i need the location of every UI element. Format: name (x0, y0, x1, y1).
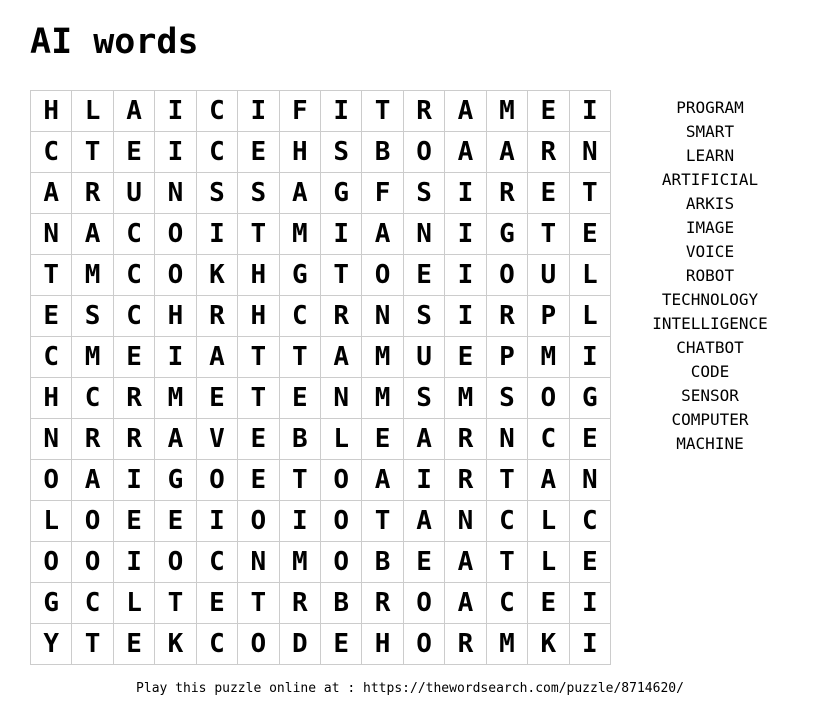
grid-cell[interactable]: L (72, 91, 113, 132)
word-list-item: CHATBOT (676, 338, 744, 357)
grid-cell[interactable]: D (280, 624, 321, 665)
grid-cell[interactable]: A (72, 460, 113, 501)
grid-cell[interactable]: E (321, 624, 362, 665)
grid-cell[interactable]: P (528, 296, 569, 337)
grid-cell[interactable]: T (528, 214, 569, 255)
grid-cell[interactable]: S (197, 173, 238, 214)
grid-cell[interactable]: C (197, 91, 238, 132)
grid-cell[interactable]: R (197, 296, 238, 337)
grid-cell[interactable]: E (570, 419, 611, 460)
grid-cell[interactable]: T (155, 583, 196, 624)
grid-cell[interactable]: A (445, 583, 486, 624)
grid-cell[interactable]: C (197, 542, 238, 583)
grid-cell[interactable]: I (238, 91, 279, 132)
word-list-item: SENSOR (681, 386, 739, 405)
grid-cell[interactable]: N (570, 132, 611, 173)
grid-cell[interactable]: I (197, 214, 238, 255)
grid-cell[interactable]: E (528, 173, 569, 214)
grid-cell[interactable]: R (528, 132, 569, 173)
grid-cell[interactable]: B (362, 542, 403, 583)
grid-cell[interactable]: O (404, 132, 445, 173)
grid-cell[interactable]: N (31, 419, 72, 460)
grid-cell[interactable]: G (31, 583, 72, 624)
grid-cell[interactable]: H (155, 296, 196, 337)
word-list-item: COMPUTER (671, 410, 749, 429)
grid-cell[interactable]: I (570, 337, 611, 378)
page-title: AI words (30, 22, 199, 62)
grid-cell[interactable]: S (487, 378, 528, 419)
grid-cell[interactable]: G (155, 460, 196, 501)
grid-cell[interactable]: R (487, 173, 528, 214)
grid-cell[interactable]: E (528, 583, 569, 624)
grid-cell[interactable]: I (155, 132, 196, 173)
grid-cell[interactable]: O (404, 583, 445, 624)
grid-cell[interactable]: O (72, 501, 113, 542)
grid-cell[interactable]: C (72, 378, 113, 419)
grid-cell[interactable]: I (321, 91, 362, 132)
grid-cell[interactable]: R (280, 583, 321, 624)
grid-cell[interactable]: M (280, 542, 321, 583)
grid-cell[interactable]: A (404, 419, 445, 460)
grid-cell[interactable]: O (362, 255, 403, 296)
word-list-item: MACHINE (676, 434, 744, 453)
grid-cell[interactable]: P (487, 337, 528, 378)
word-list-item: ARTIFICIAL (661, 170, 759, 189)
grid-cell[interactable]: M (487, 91, 528, 132)
grid-cell[interactable]: O (72, 542, 113, 583)
grid-cell[interactable]: C (114, 296, 155, 337)
grid-cell[interactable]: T (238, 337, 279, 378)
grid-cell[interactable]: M (72, 337, 113, 378)
puzzle-grid (30, 90, 611, 665)
grid-cell[interactable]: E (31, 296, 72, 337)
grid-cell[interactable]: C (280, 296, 321, 337)
grid-cell[interactable]: O (31, 542, 72, 583)
grid-cell[interactable]: E (570, 542, 611, 583)
grid-cell[interactable]: U (404, 337, 445, 378)
word-list-item: SMART (685, 122, 735, 141)
grid-cell[interactable]: S (404, 173, 445, 214)
grid-cell[interactable]: C (528, 419, 569, 460)
grid-cell[interactable]: I (570, 583, 611, 624)
grid-cell[interactable]: K (528, 624, 569, 665)
grid-cell[interactable]: E (197, 378, 238, 419)
grid-cell[interactable]: C (72, 583, 113, 624)
grid-cell[interactable]: M (528, 337, 569, 378)
grid-cell[interactable]: E (238, 460, 279, 501)
grid-cell[interactable]: I (114, 460, 155, 501)
grid-cell[interactable]: N (445, 501, 486, 542)
footer (0, 681, 820, 696)
grid-cell[interactable]: H (362, 624, 403, 665)
grid-cell[interactable]: O (155, 542, 196, 583)
grid-cell[interactable]: E (404, 255, 445, 296)
grid-cell[interactable]: I (445, 214, 486, 255)
grid-cell[interactable]: T (72, 624, 113, 665)
grid-cell[interactable]: H (280, 132, 321, 173)
grid-cell[interactable]: O (487, 255, 528, 296)
grid-cell[interactable]: C (197, 132, 238, 173)
grid-cell[interactable]: A (321, 337, 362, 378)
grid-cell[interactable]: Y (31, 624, 72, 665)
grid-cell[interactable]: R (72, 173, 113, 214)
grid-cell[interactable]: O (528, 378, 569, 419)
grid-cell[interactable]: E (570, 214, 611, 255)
grid-cell[interactable]: A (114, 91, 155, 132)
grid-cell[interactable]: S (321, 132, 362, 173)
grid-cell[interactable]: F (280, 91, 321, 132)
grid-cell[interactable]: L (31, 501, 72, 542)
grid-cell[interactable]: R (362, 583, 403, 624)
grid-cell[interactable]: I (570, 624, 611, 665)
grid-cell[interactable]: M (362, 378, 403, 419)
grid-cell[interactable]: I (155, 337, 196, 378)
grid-cell[interactable]: A (445, 542, 486, 583)
grid-cell[interactable]: R (445, 624, 486, 665)
grid-cell[interactable]: I (155, 91, 196, 132)
grid-cell[interactable]: E (114, 501, 155, 542)
grid-cell[interactable]: G (280, 255, 321, 296)
grid-cell[interactable]: N (570, 460, 611, 501)
grid-cell[interactable]: A (404, 501, 445, 542)
grid-cell[interactable]: O (155, 214, 196, 255)
grid-cell[interactable]: M (487, 624, 528, 665)
grid-cell[interactable]: C (114, 214, 155, 255)
grid-cell[interactable]: N (155, 173, 196, 214)
word-list-item: LEARN (685, 146, 735, 165)
grid-cell[interactable]: C (114, 255, 155, 296)
grid-cell[interactable]: A (445, 132, 486, 173)
word-list-item: TECHNOLOGY (661, 290, 759, 309)
grid-cell[interactable]: R (487, 296, 528, 337)
grid-cell[interactable]: C (487, 501, 528, 542)
grid-cell[interactable]: T (238, 583, 279, 624)
grid-cell[interactable]: C (31, 132, 72, 173)
word-list-item: ROBOT (685, 266, 735, 285)
grid-cell[interactable]: R (404, 91, 445, 132)
grid-cell[interactable]: E (445, 337, 486, 378)
word-list-item: CODE (690, 362, 730, 381)
word-list-item: IMAGE (685, 218, 735, 237)
grid-cell[interactable]: E (238, 132, 279, 173)
grid-cell[interactable]: M (72, 255, 113, 296)
grid-cell[interactable]: L (528, 501, 569, 542)
grid-cell[interactable]: V (197, 419, 238, 460)
grid-cell[interactable]: S (238, 173, 279, 214)
footer-text: Play this puzzle online at : (136, 681, 364, 696)
grid-cell[interactable]: O (31, 460, 72, 501)
grid-cell[interactable]: I (445, 255, 486, 296)
grid-cell[interactable]: E (114, 132, 155, 173)
grid-cell[interactable]: L (528, 542, 569, 583)
grid-cell[interactable]: A (362, 460, 403, 501)
grid-cell[interactable]: R (321, 296, 362, 337)
grid-cell[interactable]: N (321, 378, 362, 419)
grid-cell[interactable]: N (362, 296, 403, 337)
grid-cell[interactable]: L (321, 419, 362, 460)
grid-cell[interactable]: C (31, 337, 72, 378)
grid-cell[interactable]: M (445, 378, 486, 419)
grid-cell[interactable]: T (280, 337, 321, 378)
grid-cell[interactable]: O (404, 624, 445, 665)
grid-cell[interactable]: T (238, 378, 279, 419)
grid-cell[interactable]: T (570, 173, 611, 214)
grid-cell[interactable]: E (155, 501, 196, 542)
grid-cell[interactable]: G (487, 214, 528, 255)
word-list-item: ARKIS (685, 194, 735, 213)
grid-cell[interactable]: G (321, 173, 362, 214)
grid-cell[interactable]: R (445, 419, 486, 460)
grid-cell[interactable]: I (445, 296, 486, 337)
grid-cell[interactable]: A (197, 337, 238, 378)
footer-puzzle-url[interactable]: https://thewordsearch.com/puzzle/8714620/ (363, 681, 684, 696)
grid-cell[interactable]: T (487, 542, 528, 583)
grid-cell[interactable]: N (238, 542, 279, 583)
grid-cell[interactable]: A (528, 460, 569, 501)
grid-cell[interactable]: N (31, 214, 72, 255)
grid-cell[interactable]: C (197, 624, 238, 665)
grid-cell[interactable]: H (238, 255, 279, 296)
grid-cell[interactable]: K (197, 255, 238, 296)
grid-cell[interactable]: R (114, 419, 155, 460)
grid-cell[interactable]: B (362, 132, 403, 173)
grid-cell[interactable]: A (445, 91, 486, 132)
grid-cell[interactable]: L (570, 255, 611, 296)
grid-cell[interactable]: O (197, 460, 238, 501)
grid-cell[interactable]: T (487, 460, 528, 501)
grid-cell[interactable]: E (238, 419, 279, 460)
grid-cell[interactable]: F (362, 173, 403, 214)
grid-cell[interactable]: E (280, 378, 321, 419)
word-list-item: VOICE (685, 242, 735, 261)
grid-cell[interactable]: S (404, 296, 445, 337)
grid-cell[interactable]: E (404, 542, 445, 583)
grid-cell[interactable]: B (321, 583, 362, 624)
grid-cell[interactable]: T (321, 255, 362, 296)
grid-cell[interactable]: O (321, 460, 362, 501)
grid-cell[interactable]: E (528, 91, 569, 132)
grid-cell[interactable]: I (570, 91, 611, 132)
grid-cell[interactable]: M (280, 214, 321, 255)
grid-cell[interactable]: N (487, 419, 528, 460)
grid-cell[interactable]: T (72, 132, 113, 173)
word-list-item: INTELLIGENCE (652, 314, 768, 333)
grid-cell[interactable]: A (487, 132, 528, 173)
grid-cell[interactable]: O (321, 501, 362, 542)
grid-cell[interactable]: C (570, 501, 611, 542)
grid-cell[interactable]: A (362, 214, 403, 255)
grid-cell[interactable]: T (362, 501, 403, 542)
grid-cell[interactable]: C (487, 583, 528, 624)
grid-cell[interactable]: H (238, 296, 279, 337)
grid-cell[interactable]: T (31, 255, 72, 296)
grid-cell[interactable]: S (72, 296, 113, 337)
grid-cell[interactable]: I (280, 501, 321, 542)
grid-cell[interactable]: O (321, 542, 362, 583)
grid-cell[interactable]: H (31, 378, 72, 419)
grid-cell[interactable]: I (404, 460, 445, 501)
grid-cell[interactable]: R (114, 378, 155, 419)
grid-cell[interactable]: O (238, 501, 279, 542)
grid-cell[interactable]: K (155, 624, 196, 665)
grid-cell[interactable]: M (155, 378, 196, 419)
grid-cell[interactable]: I (321, 214, 362, 255)
grid-cell[interactable]: L (570, 296, 611, 337)
grid-cell[interactable]: O (238, 624, 279, 665)
word-list-item: PROGRAM (676, 98, 744, 117)
grid-cell[interactable]: S (404, 378, 445, 419)
grid-cell[interactable]: I (445, 173, 486, 214)
grid-cell[interactable]: E (197, 583, 238, 624)
grid-cell[interactable]: T (238, 214, 279, 255)
grid-cell[interactable]: T (280, 460, 321, 501)
grid-cell[interactable]: T (362, 91, 403, 132)
grid-cell[interactable]: R (72, 419, 113, 460)
grid-cell[interactable]: N (404, 214, 445, 255)
grid-cell[interactable]: E (362, 419, 403, 460)
grid-cell[interactable]: E (114, 624, 155, 665)
grid-cell[interactable]: E (114, 337, 155, 378)
grid-cell[interactable]: U (114, 173, 155, 214)
grid-cell[interactable]: G (570, 378, 611, 419)
grid-cell[interactable]: O (155, 255, 196, 296)
grid-cell[interactable]: B (280, 419, 321, 460)
grid-cell[interactable]: A (280, 173, 321, 214)
grid-cell[interactable]: M (362, 337, 403, 378)
grid-cell[interactable]: A (72, 214, 113, 255)
word-list (610, 96, 810, 456)
grid-cell[interactable]: R (445, 460, 486, 501)
grid-cell[interactable]: U (528, 255, 569, 296)
grid-cell[interactable]: H (31, 91, 72, 132)
grid-cell[interactable]: A (31, 173, 72, 214)
grid-cell[interactable]: A (155, 419, 196, 460)
grid-cell[interactable]: L (114, 583, 155, 624)
grid-cell[interactable]: I (114, 542, 155, 583)
grid-cell[interactable]: I (197, 501, 238, 542)
